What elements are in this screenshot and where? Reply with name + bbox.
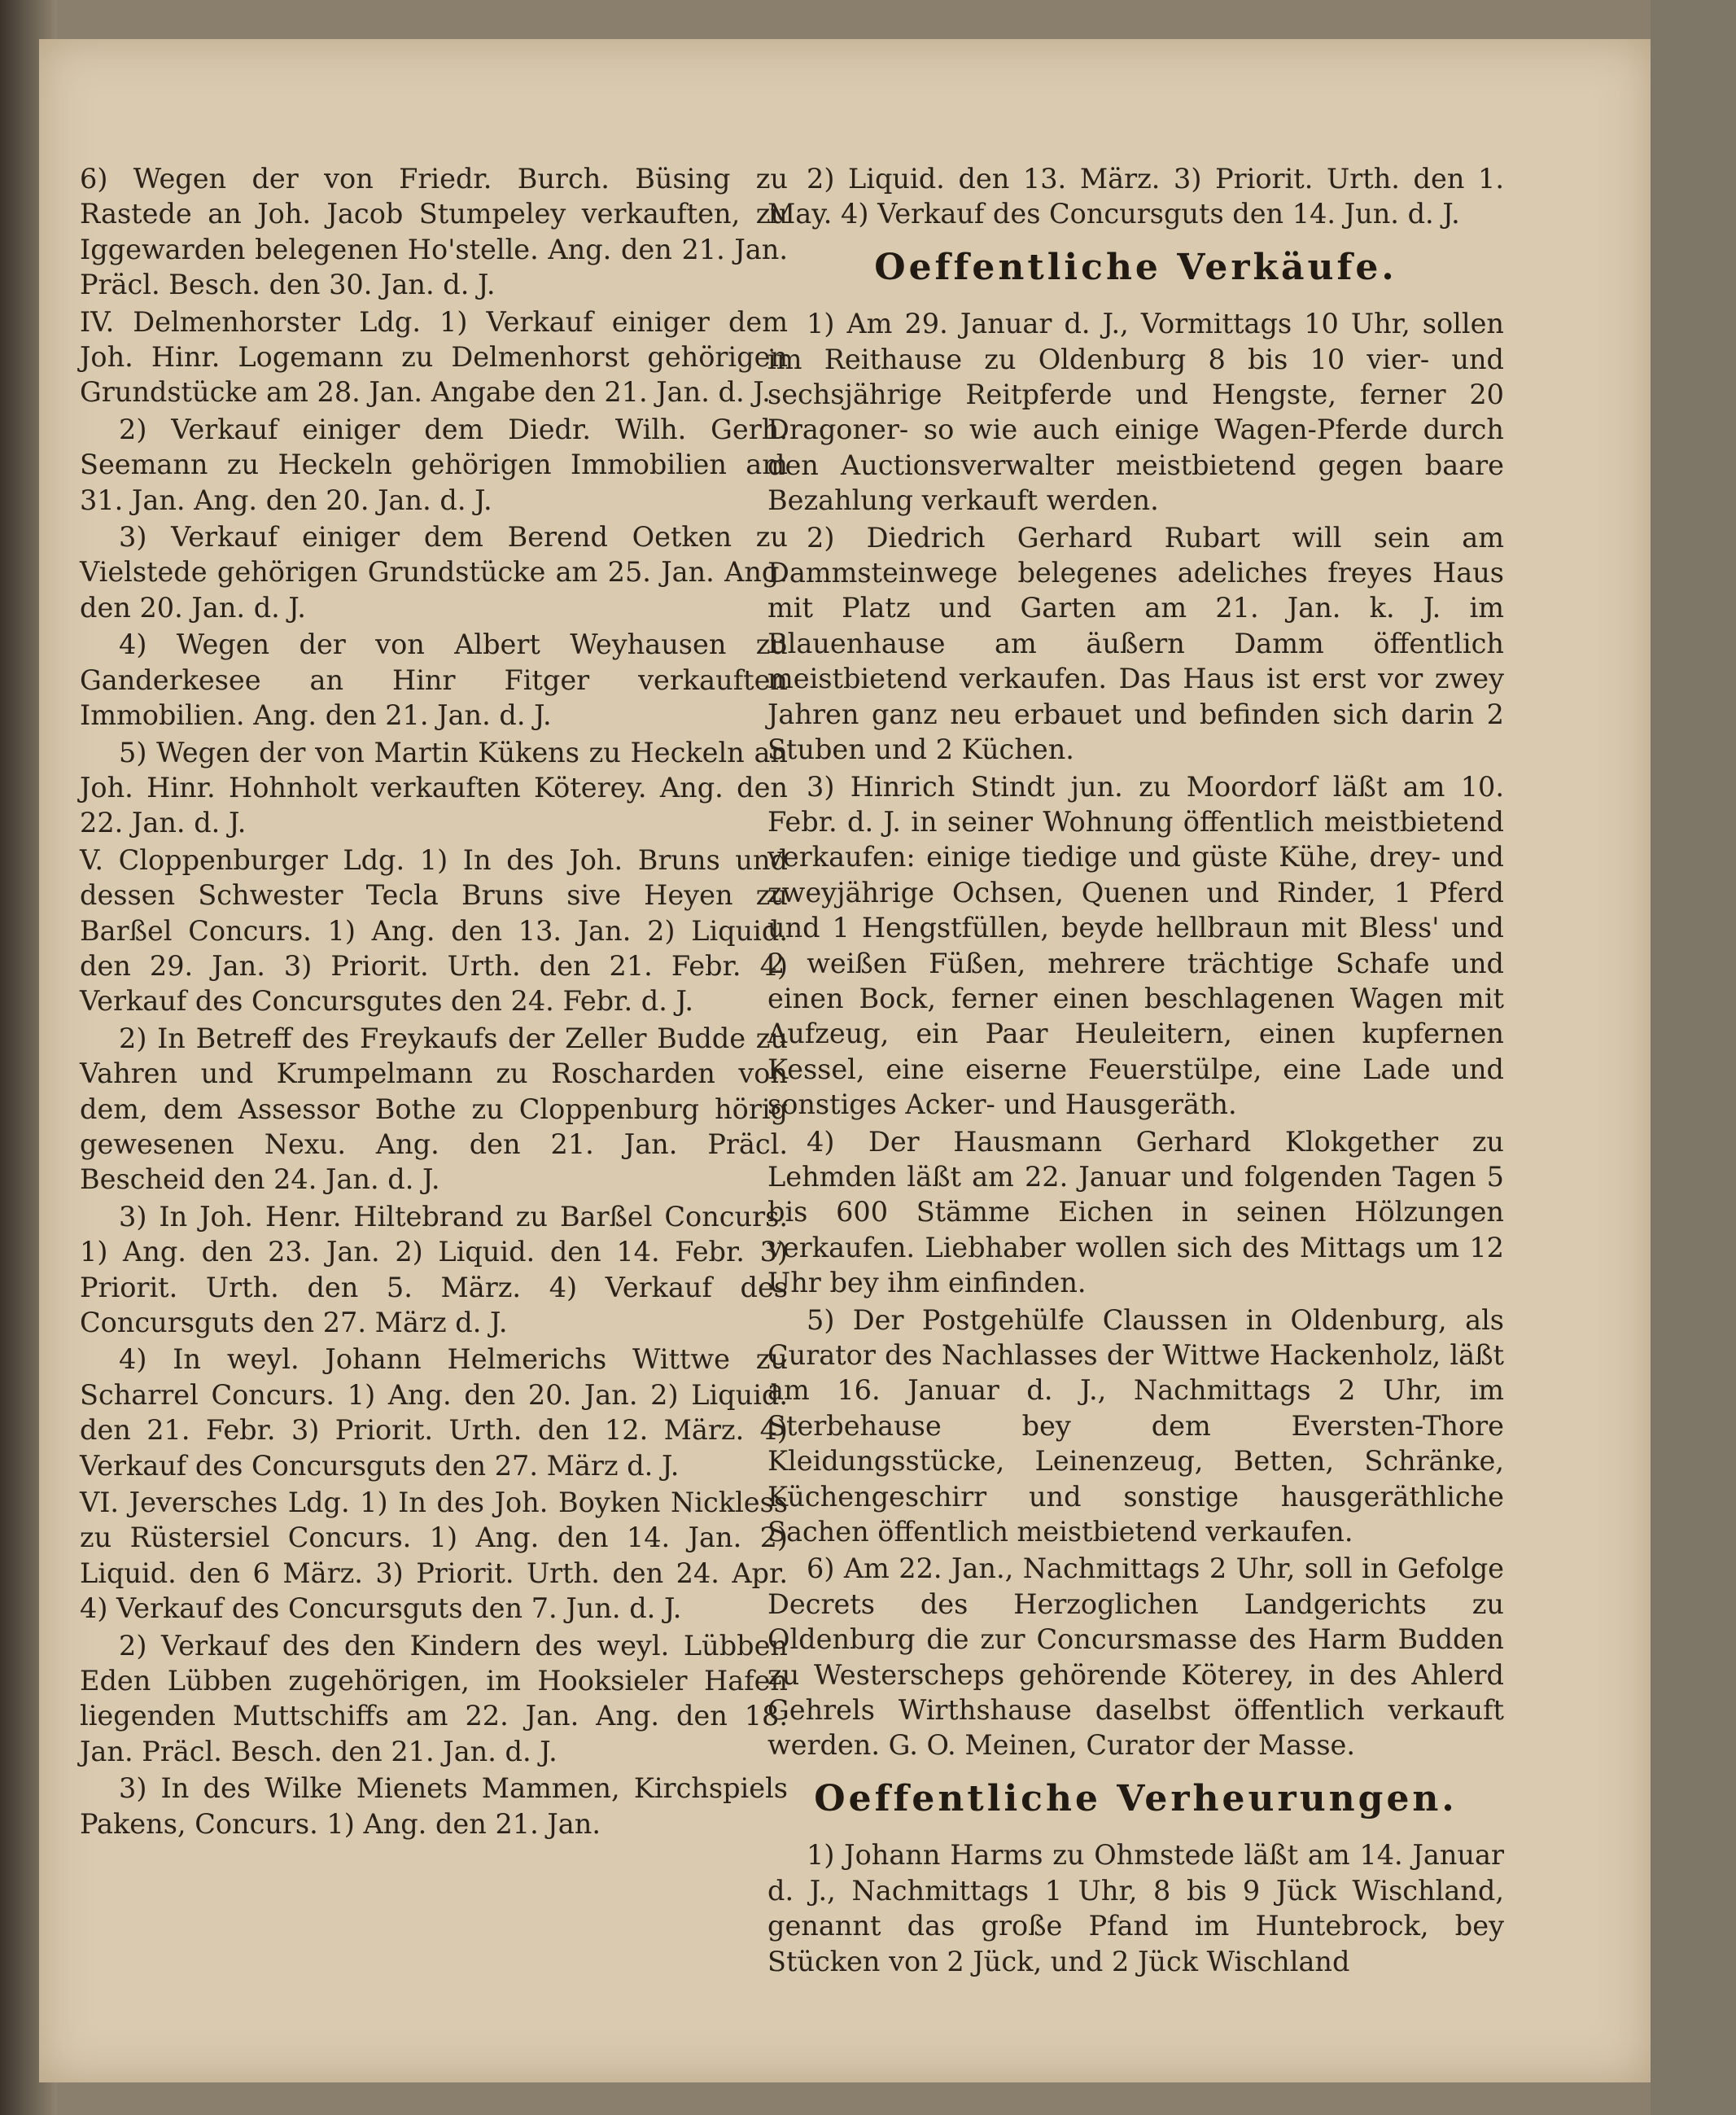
paragraph: 6) Wegen der von Friedr. Burch. Büsing zu Rastede an Joh. Jacob Stumpeley verkauften, zu Iggewarden belegenen Ho'stelle. Ang. den 21. Jan. Präcl. Besch. den 30. Jan. d. J. (80, 163, 788, 301)
paragraph: 1) Johann Harms zu Ohmstede läßt am 14. Januar d. J., Nachmittags 1 Uhr, 8 bis 9 Jück Wischland, genannt das große Pfand im Huntebrock, bey Stücken von 2 Jück, und 2 Jück Wischland (767, 1839, 1504, 1977)
paragraph: 5) Wegen der von Martin Kükens zu Heckeln an Joh. Hinr. Hohnholt verkauften Köterey. Ang. den 22. Jan. d. J. (80, 736, 788, 839)
section-heading-rentals: Oeffentliche Verheurungen. (814, 1777, 1458, 1819)
scan-background (1651, 0, 1736, 2115)
paragraph: 2) Verkauf des den Kindern des weyl. Lübben Eden Lübben zugehörigen, im Hooksieler Hafen liegenden Muttschiffs am 22. Jan. Ang. den 18. Jan. Präcl. Besch. den 21. Jan. d. J. (80, 1629, 788, 1767)
paragraph: 5) Der Postgehülfe Claussen in Oldenburg, als Curator des Nachlasses der Wittwe Hackenholz, läßt am 16. Januar d. J., Nachmittags 2 Uhr, im Sterbehause bey dem Eversten-Thore Kleidungsstücke, Leinenzeug, Betten, Schränke, Küchengeschirr und sonstige hausgeräthliche Sachen öffentlich meistbietend verkaufen. (767, 1303, 1504, 1548)
paragraph: 6) Am 22. Jan., Nachmittags 2 Uhr, soll in Gefolge Decrets des Herzoglichen Landgerichts zu Oldenburg die zur Concursmasse des Harm Budden zu Westerscheps gehörende Köterey, in des Ahlerd Gehrels Wirthshause daselbst öffentlich verkauft werden. G. O. Meinen, Curator der Masse. (767, 1552, 1504, 1762)
paragraph: 3) Verkauf einiger dem Berend Oetken zu Vielstede gehörigen Grundstücke am 25. Jan. Ang. den 20. Jan. d. J. (80, 521, 788, 624)
paragraph: 2) Liquid. den 13. März. 3) Priorit. Urth. den 1. May. 4) Verkauf des Concursguts den 14. Jun. d. J. (767, 163, 1504, 230)
paragraph: 1) Am 29. Januar d. J., Vormittags 10 Uhr, sollen im Reithause zu Oldenburg 8 bis 10 vier- und sechsjährige Reitpferde und Hengste, ferner 20 Dragoner- so wie auch einige Wagen-Pferde durch den Auctionsverwalter meistbietend gegen baare Bezahlung verkauft werden. (767, 308, 1504, 517)
paragraph: 2) Diedrich Gerhard Rubart will sein am Dammsteinwege belegenes adeliches freyes Haus mit Platz und Garten am 21. Jan. k. J. im Blauenhause am äußern Damm öffentlich meistbietend verkaufen. Das Haus ist erst vor zwey Jahren ganz neu erbauet und befinden sich darin 2 Stuben und 2 Küchen. (767, 521, 1504, 766)
paragraph: 3) In des Wilke Mienets Mammen, Kirchspiels Pakens, Concurs. 1) Ang. den 21. Jan. (80, 1772, 788, 1840)
paragraph: 4) Wegen der von Albert Weyhausen zu Ganderkesee an Hinr Fitger verkauften Immobilien. Ang. den 21. Jan. d. J. (80, 628, 788, 732)
left-column (80, 161, 788, 1843)
paragraph: IV. Delmenhorster Ldg. 1) Verkauf einiger dem Joh. Hinr. Logemann zu Delmenhorst gehörigen Grundstücke am 28. Jan. Angabe den 21. Jan. d. J. (80, 305, 788, 409)
paragraph: 3) Hinrich Stindt jun. zu Moordorf läßt am 10. Febr. d. J. in seiner Wohnung öffentlich meistbietend verkaufen: einige tiedige und güste Kühe, drey- und zweyjährige Ochsen, Quenen und Rinder, 1 Pferd und 1 Hengstfüllen, beyde hellbraun mit Bless' und 2 weißen Füßen, mehrere trächtige Schafe und einen Bock, ferner einen beschlagenen Wagen mit Aufzeug, ein Paar Heuleitern, einen kupfernen Kessel, eine eiserne Feuerstülpe, eine Lade und sonstiges Acker- und Hausgeräth. (767, 770, 1504, 1121)
section-heading-sales: Oeffentliche Verkäufe. (874, 246, 1397, 288)
paragraph: 4) Der Hausmann Gerhard Klokgether zu Lehmden läßt am 22. Januar und folgenden Tagen 5 bis 600 Stämme Eichen in seinen Hölzungen verkaufen. Liebhaber wollen sich des Mittags um 12 Uhr bey ihm einfinden. (767, 1125, 1504, 1299)
paragraph: V. Cloppenburger Ldg. 1) In des Joh. Bruns und dessen Schwester Tecla Bruns sive Heyen zu Barßel Concurs. 1) Ang. den 13. Jan. 2) Liquid. den 29. Jan. 3) Priorit. Urth. den 21. Febr. 4) Verkauf des Concursgutes den 24. Febr. d. J. (80, 843, 788, 1018)
paragraph: 2) In Betreff des Freykaufs der Zeller Budde zu Vahren und Krumpelmann zu Roscharden von dem, dem Assessor Bothe zu Cloppenburg hörig gewesenen Nexu. Ang. den 21. Jan. Präcl. Bescheid den 24. Jan. d. J. (80, 1022, 788, 1196)
newspaper-page (39, 39, 1651, 2082)
paragraph: 4) In weyl. Johann Helmerichs Wittwe zu Scharrel Concurs. 1) Ang. den 20. Jan. 2) Liquid. den 21. Febr. 3) Priorit. Urth. den 12. März. 4) Verkauf des Concursguts den 27. März d. J. (80, 1343, 788, 1482)
paragraph: 3) In Joh. Henr. Hiltebrand zu Barßel Concurs. 1) Ang. den 23. Jan. 2) Liquid. den 14. Febr. 3) Priorit. Urth. den 5. März. 4) Verkauf des Concursguts den 27. März d. J. (80, 1200, 788, 1338)
paragraph: 2) Verkauf einiger dem Diedr. Wilh. Gerh. Seemann zu Heckeln gehörigen Immobilien am 31. Jan. Ang. den 20. Jan. d. J. (80, 413, 788, 516)
right-column (767, 161, 1504, 1981)
paragraph: VI. Jeversches Ldg. 1) In des Joh. Boyken Nickless zu Rüstersiel Concurs. 1) Ang. den 14. Jan. 2) Liquid. den 6 März. 3) Priorit. Urth. den 24. Apr. 4) Verkauf des Concursguts den 7. Jun. d. J. (80, 1487, 788, 1625)
